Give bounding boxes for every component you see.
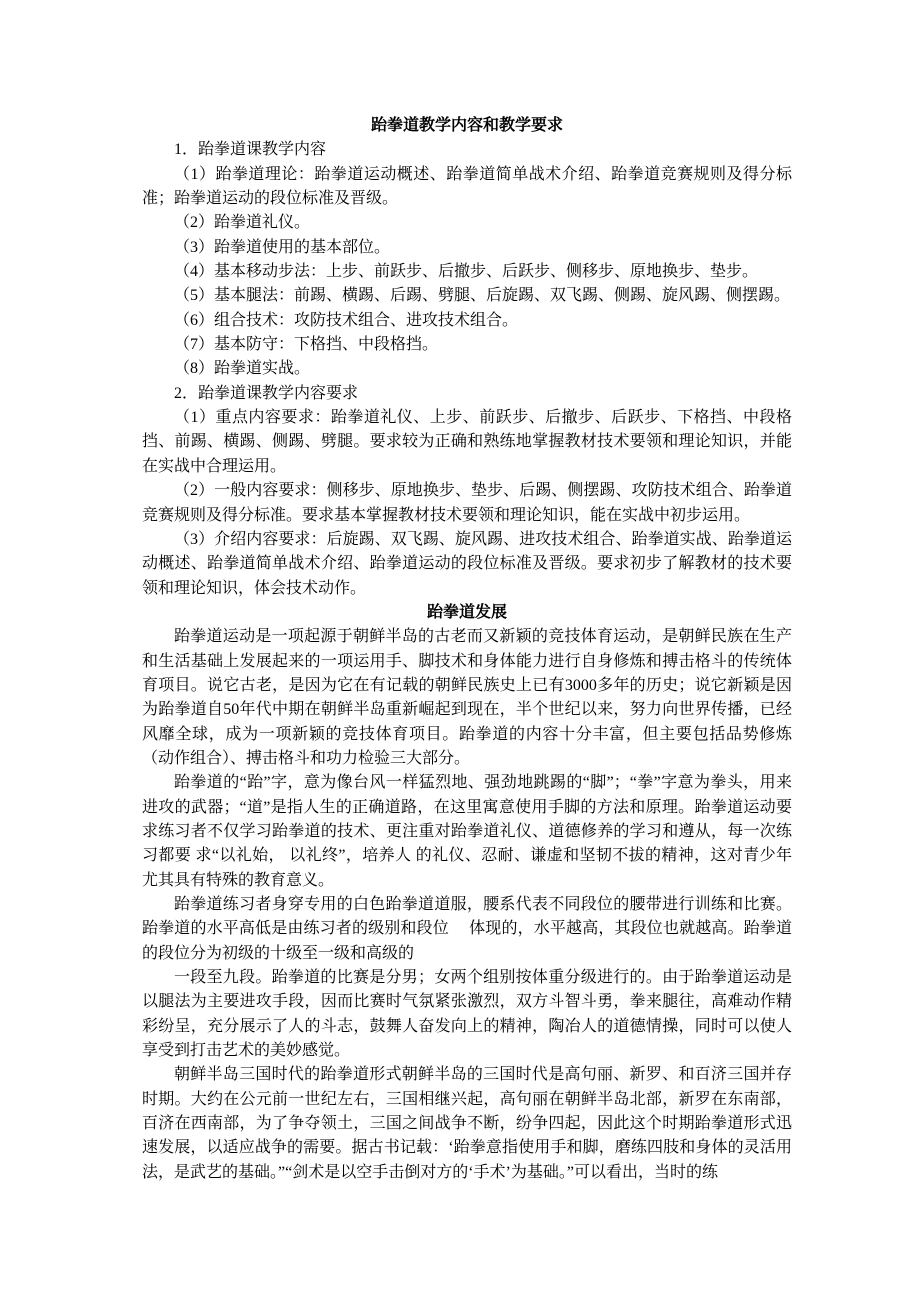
section-teaching-body <box>142 138 792 601</box>
paragraph: （3）介绍内容要求：后旋踢、双飞踢、旋风踢、进攻技术组合、跆拳道实战、跆拳道运动概述、跆拳道简单战术介绍、跆拳道运动的段位标准及晋级。要求初步了解教材的技术要领和理论知识，体会技术动作。 <box>142 530 792 597</box>
paragraph: 跆拳道运动是一项起源于朝鲜半岛的古老而又新颖的竞技体育运动，是朝鲜民族在生产和生活基础上发展起来的一项运用手、脚技术和身体能力进行自身修炼和搏击格斗的传统体育项目。说它古老，是因为它在有记载的朝鲜民族史上已有3000多年的历史；说它新颖是因为跆拳道自50年代中期在朝鲜半岛重新崛起到现在，半个世纪以来，努力向世界传播，已经风靡全球，成为一项新颖的竞技体育项目。跆拳道的内容十分丰富，但主要包括品势修炼（动作组合）、搏击格斗和功力检验三大部分。 <box>142 628 792 767</box>
paragraph: （1）跆拳道理论：跆拳道运动概述、跆拳道简单战术介绍、跆拳道竞赛规则及得分标准；跆拳道运动的段位标准及晋级。 <box>142 165 792 208</box>
paragraph: 2．跆拳道课教学内容要求 <box>174 384 359 402</box>
paragraph: （5）基本腿法：前踢、横踢、后踢、劈腿、后旋踢、双飞踢、侧踢、旋风踢、侧摆踢。 <box>174 287 791 305</box>
paragraph: 朝鲜半岛三国时代的跆拳道形式朝鲜半岛的三国时代是高句丽、新罗、和百济三国并存时期。大约在公元前一世纪左右，三国相继兴起，高句丽在朝鲜半岛北部，新罗在东南部，百济在西南部，为了争夺领土，三国之间战争不断，纷争四起，因此这个时期跆拳道形式迅速发展，以适应战争的需要。据古书记载：‘跆拳意指使用手和脚，磨练四肢和身体的灵活用法，是武艺的基础。”“剑术是以空手击倒对方的‘手术’为基础。”可以看出，当时的练 <box>142 1066 792 1181</box>
paragraph: 跆拳道的“跆”字，意为像台风一样猛烈地、强劲地跳踢的“脚”；“拳”字意为拳头，用来进攻的武器；“道”是指人生的正确道路，在这里寓意使用手脚的方法和原理。跆拳道运动要求练习者不仅学习跆拳道的技术、更注重对跆拳道礼仪、道德修养的学习和遵从，每一次练习都要 求“以礼始， 以礼终”，培养人 的礼仪、忍耐、谦虚和坚韧不拔的精神，这对青少年尤其具有特殊的教育意义。 <box>142 774 792 889</box>
paragraph: （4）基本移动步法：上步、前跃步、后撤步、后跃步、侧移步、原地换步、垫步。 <box>174 263 759 281</box>
paragraph: （1）重点内容要求：跆拳道礼仪、上步、前跃步、后撤步、后跃步、下格挡、中段格挡、前踢、横踢、侧踢、劈腿。要求较为正确和熟练地掌握教材技术要领和理论知识，并能在实战中合理运用。 <box>142 409 792 475</box>
paragraph: （2）一般内容要求：侧移步、原地换步、垫步、后踢、侧摆踢、攻防技术组合、跆拳道竞赛规则及得分标准。要求基本掌握教材技术要领和理论知识，能在实战中初步运用。 <box>142 482 792 524</box>
section-title-development: 跆拳道发展 <box>426 603 507 621</box>
paragraph: （2）跆拳道礼仪。 <box>174 214 311 232</box>
paragraph: 1．跆拳道课教学内容 <box>174 141 327 159</box>
paragraph: （8）跆拳道实战。 <box>174 360 311 378</box>
section-title-teaching: 跆拳道教学内容和教学要求 <box>370 117 563 134</box>
paragraph: （3）跆拳道使用的基本部位。 <box>174 238 391 256</box>
document-page <box>142 114 792 1185</box>
paragraph: 一段至九段。跆拳道的比赛是分男；女两个组别按体重分级进行的。由于跆拳道运动是以腿法为主要进攻手段，因而比赛时气氛紧张激烈，双方斗智斗勇，拳来腿往，高难动作精彩纷呈，充分展示了人的斗志，鼓舞人奋发向上的精神，陶冶人的道德情操，同时可以使人享受到打击艺术的美妙感觉。 <box>142 969 792 1060</box>
section-development-body <box>142 625 792 1185</box>
paragraph: （7）基本防守：下格挡、中段格挡。 <box>174 336 439 354</box>
paragraph: （6）组合技术：攻防技术组合、进攻技术组合。 <box>174 311 519 329</box>
paragraph: 跆拳道练习者身穿专用的白色跆拳道道服，腰系代表不同段位的腰带进行训练和比赛。跆拳道的水平高低是由练习者的级别和段位 体现的，水平越高，其段位也就越高。跆拳道的段位分为初级的十级至一级和高级的 <box>142 896 792 962</box>
